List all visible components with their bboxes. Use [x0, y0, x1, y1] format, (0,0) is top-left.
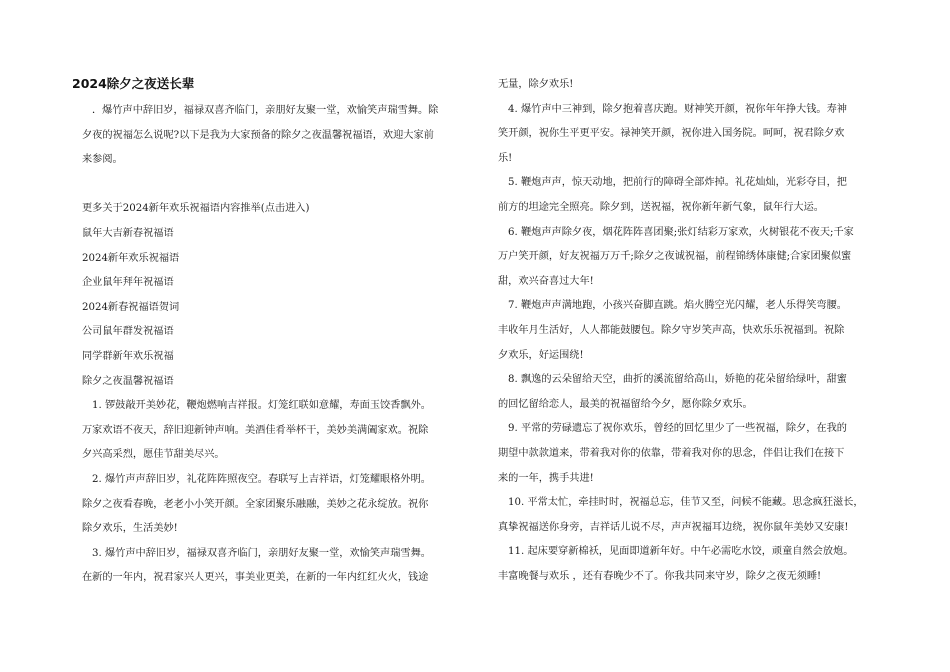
blessing-line: 真挚祝福送你身旁，吉祥话儿说不尽，声声祝福耳边绕，祝你鼠年美妙又安康! [498, 521, 849, 533]
blessing-line: 笑开颜，祝你生平更平安。禄神笑开颜，祝你进入国务院。呵呵，祝君除夕欢 [498, 128, 845, 140]
right-column [488, 73, 880, 589]
blessing-item-9 [488, 417, 880, 491]
blessing-line: 甜，欢兴奋喜过大年! [498, 275, 594, 287]
blessing-line: 乐! [498, 152, 513, 164]
recommendation-links [72, 222, 464, 394]
recommendation-link[interactable]: 2024新春祝福语贺词 [82, 301, 180, 313]
blessing-item-11 [488, 540, 880, 589]
blessing-item-3-continued [488, 73, 880, 98]
recommendation-link[interactable]: 2024新年欢乐祝福语 [82, 252, 180, 264]
spacer [72, 173, 464, 198]
blessing-line: 夕兴高采烈，愿佳节甜美尽兴。 [82, 449, 225, 461]
blessing-line: 前方的坦途完全照亮。除夕到，送祝福，祝你新年新气象，鼠年行大运。 [498, 201, 824, 213]
blessing-line: 万户笑开颜，好友祝福万万千;除夕之夜诚祝福，前程锦绣体康健;合家团聚似蜜 [498, 251, 852, 263]
blessing-line: 7. 鞭炮声声满地跑，小孩兴奋脚直跳。焰火腾空光闪耀，老人乐得笑弯腰。 [508, 300, 847, 312]
blessing-line: 丰收年月生活好，人人都能鼓腰包。除夕守岁笑声高，快欢乐乐祝福到。祝除 [498, 324, 845, 336]
recommendation-link[interactable]: 同学群新年欢乐祝福 [82, 350, 174, 362]
blessing-line: 来的一年，携手共进! [498, 472, 594, 484]
blessing-line: 5. 鞭炮声声，惊天动地，把前行的障碍全部炸掉。礼花灿灿，光彩夺目，把 [508, 177, 847, 189]
blessing-item-10 [488, 491, 880, 540]
blessing-line: 6. 鞭炮声声除夕夜，烟花阵阵喜团聚;张灯结彩万家欢，火树银花不夜天;千家 [508, 226, 854, 238]
left-column [72, 99, 464, 591]
blessing-line: 9. 平常的劳碌遗忘了祝你欢乐，曾经的回忆里少了一些祝福，除夕，在我的 [508, 423, 847, 435]
blessing-line: 2. 爆竹声声辞旧岁，礼花阵阵照夜空。春联写上吉祥语，灯笼耀眼格外明。 [92, 473, 431, 485]
blessing-item-4 [488, 98, 880, 172]
document-title: 2024除夕之夜送长辈 [72, 76, 195, 91]
blessing-item-7 [488, 294, 880, 368]
blessing-line: 除夕欢乐，生活美妙! [82, 523, 178, 535]
blessing-line: 8. 飘逸的云朵留给天空，曲折的溪流留给高山，娇艳的花朵留给绿叶，甜蜜 [508, 374, 847, 386]
blessing-line: 3. 爆竹声中辞旧岁，福禄双喜齐临门，亲朋好友聚一堂，欢愉笑声瑞雪舞。 [92, 547, 431, 559]
recommendation-link[interactable]: 公司鼠年群发祝福语 [82, 326, 174, 338]
blessing-line: 丰富晚餐与欢乐 ，还有春晚少不了。你我共同来守岁，除夕之夜无须睡! [498, 570, 822, 582]
blessing-item-5 [488, 171, 880, 220]
blessing-line: 11. 起床要穿新棉袄，见面即道新年好。中午必需吃水饺，顽童自然会放炮。 [508, 546, 854, 558]
recommendation-link[interactable]: 鼠年大吉新春祝福语 [82, 227, 174, 239]
blessing-line: 夕欢乐，好运围绕! [498, 349, 584, 361]
blessing-line: 1. 锣鼓敲开美妙花，鞭炮燃响吉祥报。灯笼红联如意耀，寿面玉饺香飘外。 [92, 400, 431, 412]
blessing-line: 万家欢语不夜天，辞旧迎新钟声响。美酒佳肴举杯干，美妙美满阖家欢。祝除 [82, 424, 429, 436]
intro-paragraph [72, 99, 464, 173]
blessing-line: 在新的一年内，祝君家兴人更兴，事美业更美，在新的一年内红红火火，钱途 [82, 572, 429, 584]
blessing-item-3 [72, 542, 464, 591]
blessing-item-8 [488, 368, 880, 417]
recommendation-link[interactable]: 企业鼠年拜年祝福语 [82, 277, 174, 289]
blessing-line: 除夕之夜看春晚，老老小小笑开颜。全家团聚乐融融，美妙之花永绽放。祝你 [82, 498, 429, 510]
intro-line: 来参阅。 [82, 154, 123, 166]
blessing-item-1 [72, 394, 464, 468]
blessing-item-2 [72, 468, 464, 542]
intro-line: 夕夜的祝福怎么说呢?以下是我为大家预备的除夕之夜温馨祝福语，欢迎大家前 [82, 129, 434, 141]
blessing-line: 10. 平常太忙，牵挂时时，祝福总忘，佳节又至，问候不能藏。思念疯狂滋长， [508, 497, 864, 509]
intro-line: ．爆竹声中辞旧岁，福禄双喜齐临门，亲朋好友聚一堂，欢愉笑声瑞雪舞。除 [92, 105, 439, 116]
more-heading-link[interactable]: 更多关于2024新年欢乐祝福语内容推举(点击进入) [82, 203, 310, 215]
blessing-line: 的回忆留给恋人，最美的祝福留给今夕，愿你除夕欢乐。 [498, 398, 753, 410]
blessing-item-6 [488, 221, 880, 295]
recommendation-link[interactable]: 除夕之夜温馨祝福语 [82, 375, 174, 387]
blessing-line: 4. 爆竹声中三神到，除夕抱着喜庆跑。财神笑开颜，祝你年年挣大钱。寿神 [508, 103, 847, 115]
blessing-line: 期望中款款道来，带着我对你的依靠，带着我对你的思念，伴侣让我们在接下 [498, 447, 845, 459]
blessing-line: 无量，除夕欢乐! [498, 79, 574, 90]
